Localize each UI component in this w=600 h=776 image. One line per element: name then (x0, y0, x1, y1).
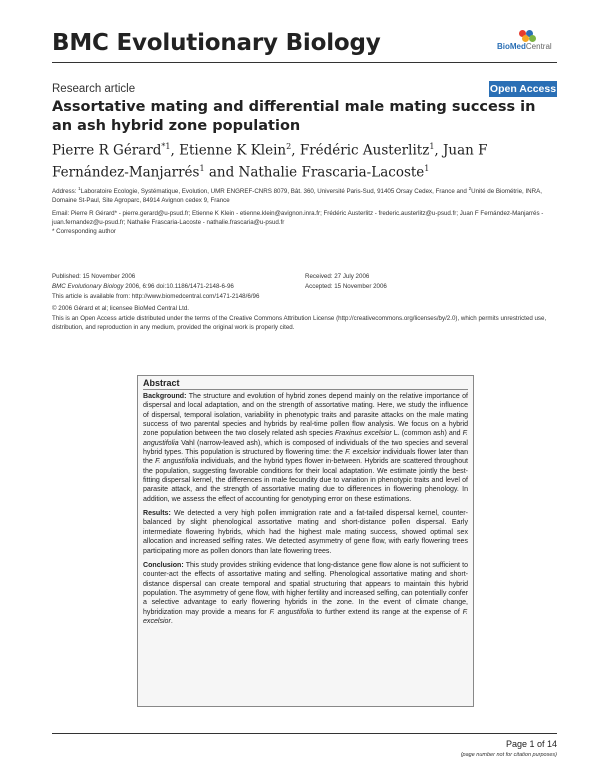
received-date: Received: 27 July 2006 (305, 273, 370, 280)
abstract-divider (143, 389, 468, 390)
abstract-background: Background: The structure and evolution of hybrid zones depend mainly on the relative importance of dispersal and local adaptation, and on the strength of assortative mating. Here, we study the influence of dispersal, temporal isolation, variability in phenotypic traits and parasite attacks on the male mating success of two parental species and hybrids by real-time pollen flow analysis. We focus on a hybrid zone population between the two closely related ash species Fraxinus excelsior L. (common ash) and F. angustifolia Vahl (narrow-leaved ash), which is composed of individuals of the two species and several hybrid types. This population is structured by flowering time: the F. excelsior individuals flower later than the F. angustifolia individuals, and the hybrid types flower in-between. Hybrids are scattered throughout the population, suggesting favorable conditions for their local adaptation. We estimate jointly the best-fitting dispersal kernel, the differences in male fecundity due to variation in phenotypic traits and level of parasite attack, and the strength of assortative mating due to differences in flowering phenology. In addition, we assess the effect of accounting for genotyping error on these estimations. (143, 393, 468, 503)
citation: BMC Evolutionary Biology 2006, 6:96 doi:10.1186/1471-2148-6-96 (52, 283, 234, 290)
author-name: Nathalie Frascaria-Lacoste (238, 164, 425, 180)
author-list (52, 138, 557, 181)
page-number-note: (page number not for citation purposes) (460, 752, 557, 758)
author-name: Pierre R Gérard (52, 142, 162, 159)
article-title: Assortative mating and differential male mating success in an ash hybrid zone population (52, 99, 536, 134)
abstract-conclusion: Conclusion: This study provides striking evidence that long-distance gene flow alone is not sufficient to counter-act the effects of assortative mating and selfing. Phenological assortative mating and short-distance dispersal can create temporal and spatial structuring that appears to maintain this hybrid population. The asymmetry of gene flow, with higher fertility and increased selfing, can potentially confer a selective advantage to early flowering hybrids in the zone. In the event of climate change, hybridization may provide a means for F. angustifolia to further extend its range at the expense of F. excelsior. (143, 561, 468, 625)
author-separator: , (434, 142, 443, 159)
email-block: Email: Pierre R Gérard* - pierre.gerard@u-psud.fr; Etienne K Klein - etienne.klein@avignon.inra.fr; Frédéric Austerlitz - frederic.austerlitz@u-psud.fr; Juan F Fernández-Manjarrés - juan.fernandez@u-psud.fr; Nathalie Frascaria-Lacoste - nathalie.frascaria@u-psud.fr (52, 210, 544, 226)
abstract-heading: Abstract (143, 378, 180, 388)
logo-bio-text: BioMed (497, 42, 526, 51)
author-affiliation: 1 (199, 163, 205, 173)
author-affiliation: *1 (161, 142, 171, 151)
author-affiliation: 1 (424, 163, 430, 173)
article-url[interactable]: This article is available from: http://www.biomedcentral.com/1471-2148/6/96 (52, 293, 260, 300)
author-separator: , (170, 142, 180, 159)
author-affiliation: 2 (286, 142, 292, 151)
published-date: Published: 15 November 2006 (52, 273, 136, 280)
license-block (52, 304, 557, 332)
license-text: This is an Open Access article distributed under the terms of the Creative Commons Attribution License (http://creativecommons.org/licenses/by/2.0), which permits unrestricted use, distribution, and reproduction in any medium, provided the original work is properly cited. (52, 315, 547, 331)
author-name: Juan F Fernández-Manjarrés (52, 142, 488, 180)
author-name: Frédéric Austerlitz (299, 142, 430, 159)
page-number: Page 1 of 14 (505, 739, 557, 749)
address-block: Address: $^1$Laboratoire Ecologie, Systématique, Evolution, UMR ENGREF-CNRS 8079, Bât. 360, Université Paris-Sud, 91405 Orsay Cedex, France and $^2$Unité de Biométrie, INRA, Domaine St-Paul, Site Agroparc, 84914 Avignon cedex 9, France (52, 186, 542, 205)
author-name: Etienne K Klein (179, 142, 287, 159)
corresponding-author: * Corresponding author (52, 228, 116, 235)
author-affiliation: 1 (429, 142, 435, 151)
header-rule (52, 62, 557, 63)
abstract-results: Results: We detected a very high pollen immigration rate and a fat-tailed dispersal kernel, counter-balanced by slight phenological assortative mating and short-distance pollen dispersal. Early intermediate flowering hybrids, which had the highest male mating success, showed optimal sex allocation and increased selfing rates. We detected asymmetry of gene flow, with early flowering trees participating more as pollen donors than late flowering trees. (143, 510, 468, 555)
author-separator: , (291, 142, 300, 159)
biomed-central-logo (497, 30, 557, 52)
abstract-box (137, 375, 474, 707)
copyright: © 2006 Gérard et al; licensee BioMed Central Ltd. (52, 305, 189, 312)
logo-central-text: Central (525, 42, 552, 51)
publication-info (52, 272, 292, 302)
journal-title: BMC Evolutionary Biology (52, 30, 381, 56)
logo-dots-icon (519, 30, 539, 42)
accepted-date: Accepted: 15 November 2006 (305, 283, 387, 290)
article-type: Research article (52, 83, 136, 95)
author-separator: and (204, 164, 239, 180)
footer-rule (52, 733, 557, 734)
received-accepted (305, 272, 505, 292)
open-access-badge: Open Access (489, 83, 557, 95)
